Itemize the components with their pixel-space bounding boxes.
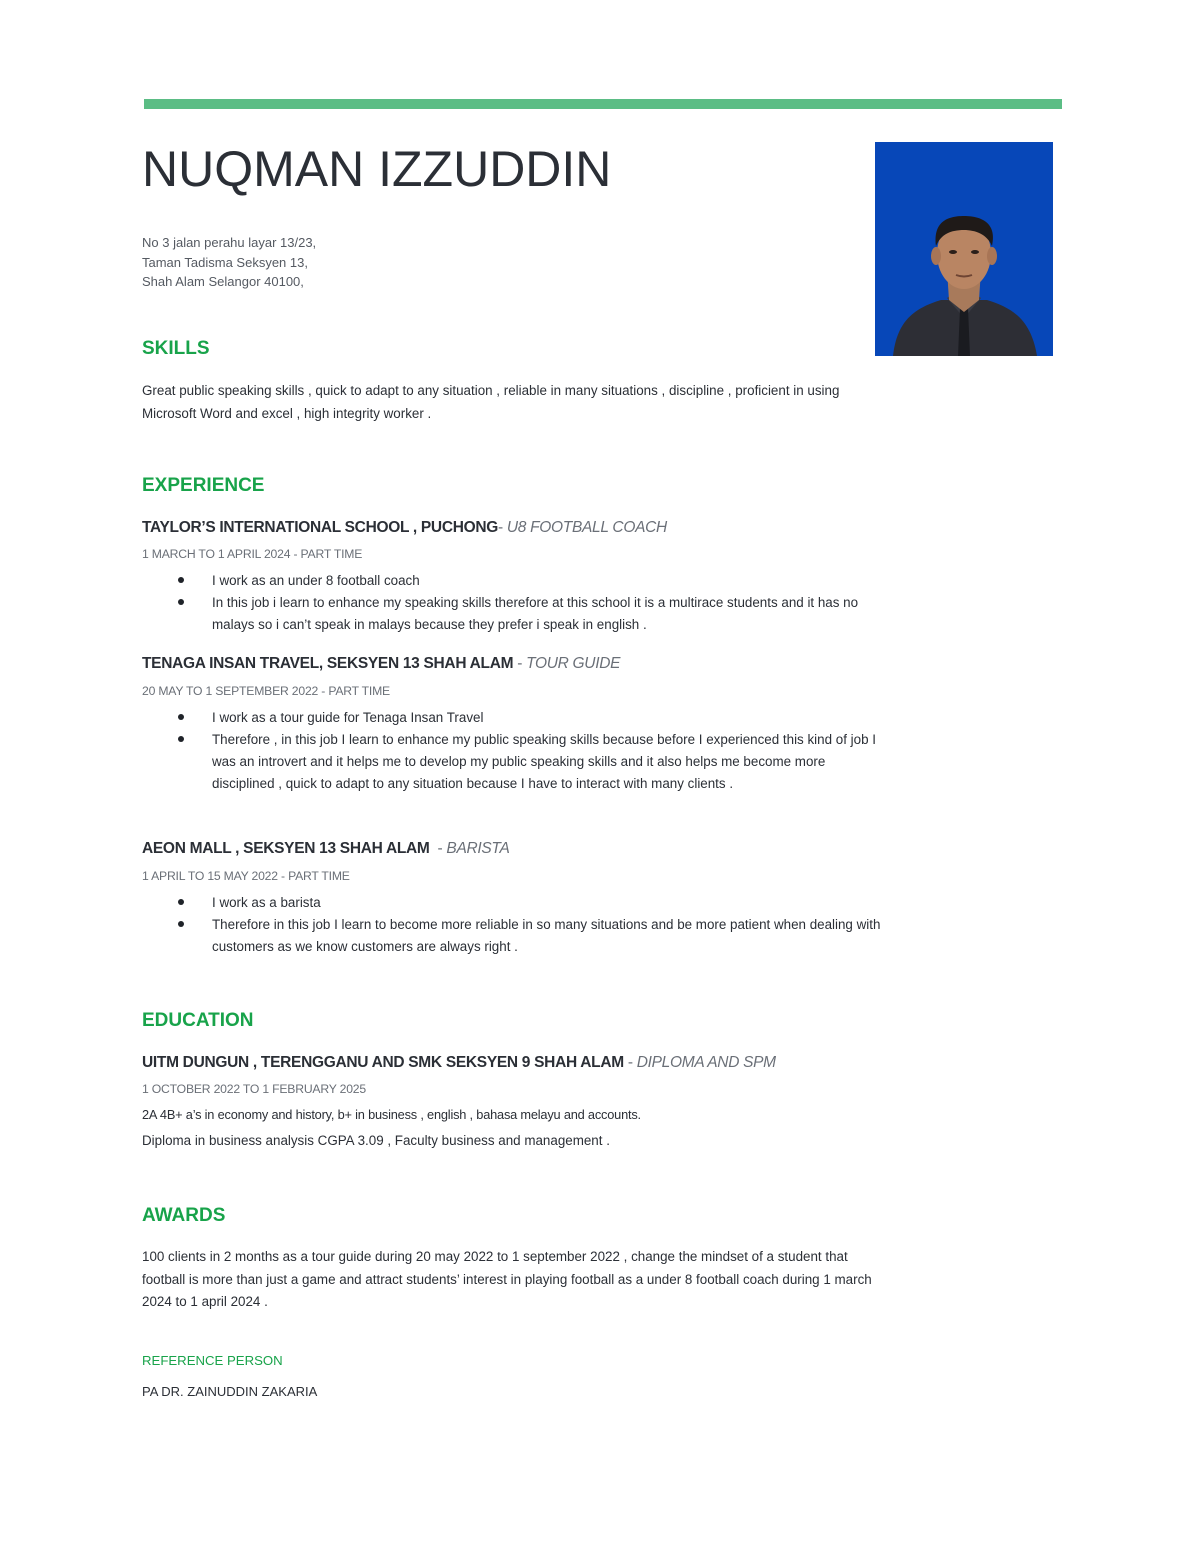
education-title (142, 1054, 776, 1072)
job-organization: TENAGA INSAN TRAVEL, SEKSYEN 13 SHAH ALAM (142, 655, 514, 672)
job-role: BARISTA (446, 840, 510, 857)
list-item (142, 892, 882, 914)
education-qualification: DIPLOMA AND SPM (636, 1054, 776, 1071)
education-heading: EDUCATION (142, 1010, 254, 1031)
skills-text: Great public speaking skills , quick to adapt to any situation , reliable in many situations , discipline , proficient in using Microsoft Word and excel , high integrity worker . (142, 383, 840, 421)
address-line: Taman Tadisma Seksyen 13, (142, 254, 308, 270)
address-line: Shah Alam Selangor 40100, (142, 274, 304, 289)
job-separator: - (429, 840, 447, 857)
education-diploma: Diploma in business analysis CGPA 3.09 , Faculty business and management . (142, 1133, 610, 1148)
list-item (142, 592, 882, 636)
bullet-text: Therefore , in this job I learn to enhance my public speaking skills because before I experienced this kind of job I was an introvert and it helps me to develop my public speaking skills and it also helps me become more disciplined , quick to adapt to any situation because I have to interact with many clients . (212, 732, 876, 791)
bullet-icon (178, 899, 184, 905)
address-block (142, 233, 316, 292)
address-line: No 3 jalan perahu layar 13/23, (142, 235, 317, 250)
education-separator: - (623, 1054, 637, 1071)
job-dates: 1 APRIL TO 15 MAY 2022 - PART TIME (142, 869, 350, 883)
accent-bar (144, 99, 1062, 109)
job-bullets (142, 570, 882, 636)
job-organization: AEON MALL , SEKSYEN 13 SHAH ALAM (142, 840, 430, 857)
bullet-icon (178, 921, 184, 927)
job-role: TOUR GUIDE (526, 655, 621, 672)
bullet-icon (178, 599, 184, 605)
bullet-icon (178, 736, 184, 742)
profile-photo (875, 142, 1053, 356)
list-item (142, 707, 882, 729)
job-role: U8 FOOTBALL COACH (506, 519, 667, 536)
job-dates: 1 MARCH TO 1 APRIL 2024 - PART TIME (142, 547, 363, 561)
job-title (142, 655, 620, 673)
education-results: 2A 4B+ a’s in economy and history, b+ in business , english , bahasa melayu and accounts. (142, 1107, 641, 1122)
job-title (142, 840, 510, 858)
education-dates: 1 OCTOBER 2022 TO 1 FEBRUARY 2025 (142, 1082, 366, 1096)
candidate-name: NUQMAN IZZUDDIN (142, 141, 612, 197)
experience-heading: EXPERIENCE (142, 475, 265, 496)
job-bullets (142, 707, 882, 795)
job-bullets (142, 892, 882, 958)
reference-heading: REFERENCE PERSON (142, 1353, 283, 1368)
bullet-text: I work as an under 8 football coach (212, 573, 420, 588)
list-item (142, 914, 882, 958)
job-organization: TAYLOR’S INTERNATIONAL SCHOOL , PUCHONG (142, 519, 499, 536)
bullet-text: In this job i learn to enhance my speaking skills therefore at this school it is a multirace students and it has no malays so i can’t speak in malays because they prefer i speak in english . (212, 595, 859, 632)
job-dates: 20 MAY TO 1 SEPTEMBER 2022 - PART TIME (142, 684, 390, 698)
education-organization: UITM DUNGUN , TERENGGANU AND SMK SEKSYEN 9 SHAH ALAM (142, 1054, 624, 1071)
list-item (142, 570, 882, 592)
job-title (142, 519, 667, 537)
reference-name: PA DR. ZAINUDDIN ZAKARIA (142, 1384, 318, 1399)
bullet-icon (178, 577, 184, 583)
bullet-text: I work as a barista (212, 895, 321, 910)
list-item (142, 729, 882, 795)
portrait-illustration (875, 142, 1053, 356)
job-separator: - (513, 655, 527, 672)
bullet-text: I work as a tour guide for Tenaga Insan Travel (212, 710, 484, 725)
bullet-icon (178, 714, 184, 720)
awards-text: 100 clients in 2 months as a tour guide during 20 may 2022 to 1 september 2022 , change the mindset of a student that football is more than just a game and attract students’ interest in playing football as a under 8 football coach during 1 march 2024 to 1 april 2024 . (142, 1249, 872, 1309)
awards-heading: AWARDS (142, 1205, 226, 1226)
job-separator: - (498, 519, 507, 536)
bullet-text: Therefore in this job I learn to become more reliable in so many situations and be more patient when dealing with customers as we know customers are always right . (212, 917, 881, 954)
skills-heading: SKILLS (142, 338, 210, 359)
